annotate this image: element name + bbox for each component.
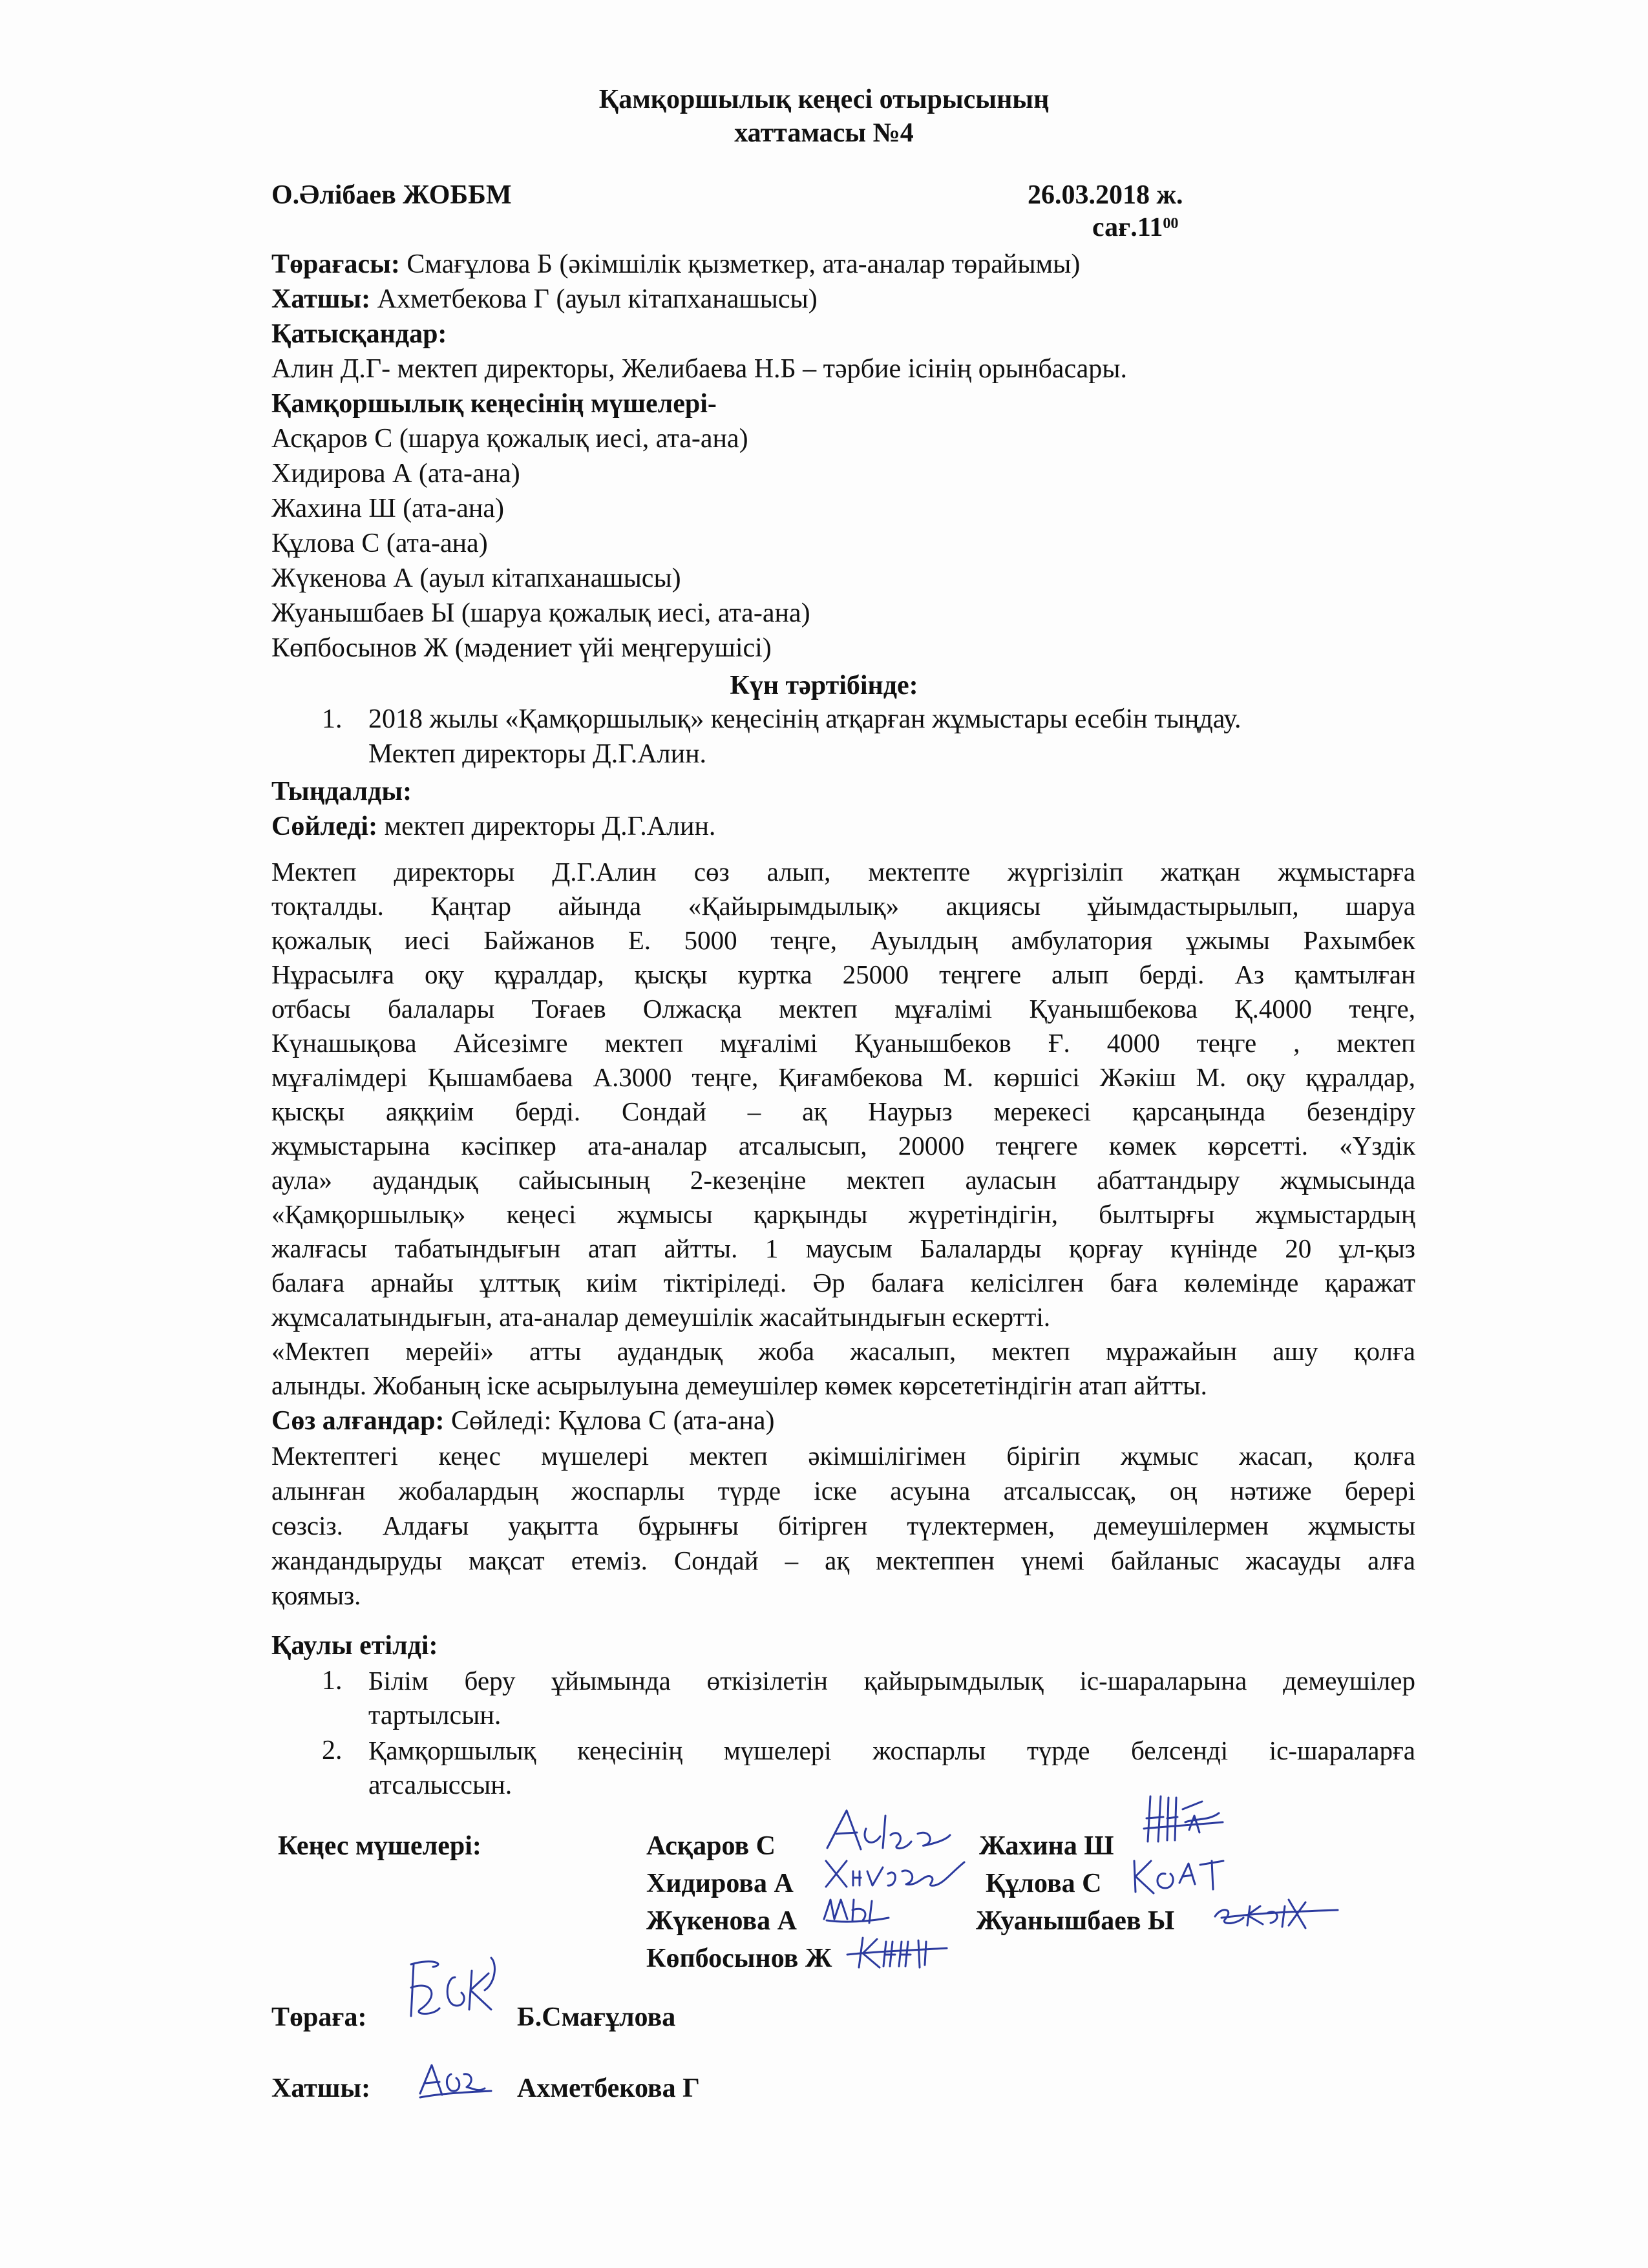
- secretary-sign-label: Хатшы:: [271, 2074, 371, 2103]
- speakers-text-line: қоямыз.: [271, 1580, 361, 1610]
- document-subtitle: хаттамасы №4: [734, 118, 914, 148]
- speech-line: отбасы балалары Тоғаев Олжасқа мектеп мұғалімі Қуанышбекова Қ.4000 теңге,: [271, 994, 1415, 1024]
- resolution-item-text: Қамқоршылық кеңесінің мүшелері жоспарлы түрде белсенді іс-шараларға: [368, 1736, 1415, 1765]
- signatory-name: Асқаров С: [646, 1831, 776, 1861]
- speakers-text-line: Мектептегі кеңес мүшелері мектеп әкімшілігімен бірігіп жұмыс жасап, қолға: [271, 1441, 1415, 1471]
- speech-line: қожалық иесі Байжанов Е. 5000 теңге, Ауылдың амбулатория ұжымы Рахымбек: [271, 925, 1415, 955]
- attendees-value: Алин Д.Г- мектеп директоры, Желибаева Н.Б – тәрбие ісінің орынбасары.: [271, 354, 1127, 384]
- agenda-item-text: 2018 жылы «Қамқоршылық» кеңесінің атқарған жұмыстары есебін тыңдау.: [368, 704, 1241, 734]
- resolution-item-text: тартылсын.: [368, 1701, 502, 1730]
- speech-line: Нұрасылға оқу құралдар, қысқы куртка 25000 теңгеге алып берді. Аз қамтылған: [271, 960, 1415, 989]
- member-item: Хидирова А (ата-ана): [271, 459, 520, 488]
- member-item: Жуанышбаев Ы (шаруа қожалық иесі, ата-ана): [271, 598, 810, 628]
- speakers-line: Сөз алғандар: Сөйледі: Құлова С (ата-ана): [271, 1406, 775, 1436]
- secretary-sign-name: Ахметбекова Г: [517, 2074, 700, 2103]
- signatory-name: Жүкенова А: [646, 1906, 797, 1936]
- signature-chair: [394, 1945, 511, 2029]
- signatory-name: Жахина Ш: [979, 1831, 1114, 1861]
- speech-line: Мектеп директоры Д.Г.Алин сөз алып, мектепте жүргізіліп жатқан жұмыстарға: [271, 857, 1415, 887]
- signatory-name: Жуанышбаев Ы: [976, 1906, 1175, 1936]
- speech-line: Күнашықова Айсезімге мектеп мұғалімі Қуанышбеков Ғ. 4000 теңге , мектеп: [271, 1028, 1415, 1058]
- speech-line: жұмыстарына кәсіпкер ата-аналар атсалысып, 20000 теңгеге көмек көрсетті. «Үздік: [271, 1131, 1415, 1160]
- speech-line: тоқталды. Қаңтар айында «Қайырымдылық» акциясы ұйымдастырылып, шаруа: [271, 891, 1415, 921]
- speech-line: жалғасы табатындығын атап айтты. 1 маусым Балаларды қорғау күнінде 20 ұл-қыз: [271, 1234, 1415, 1263]
- speech-line: мұғалімдері Қышамбаева А.3000 теңге, Қиғамбекова М. көршісі Жәкіш М. оқу құралдар,: [271, 1062, 1415, 1092]
- signatory-name: Көпбосынов Ж: [646, 1944, 832, 1973]
- resolution-item-number: 1.: [322, 1666, 343, 1696]
- speech-line: жұмсалатындығын, ата-аналар демеушілік жасайтындығын ескертті.: [271, 1302, 1051, 1332]
- speakers-text-line: жандандыруды мақсат етеміз. Сондай – ақ мектеппен үнемі байланыс жасауды алға: [271, 1546, 1415, 1575]
- speech-line: қысқы аяққиім берді. Сондай – ақ Наурыз мерекесі қарсаңында безендіру: [271, 1097, 1415, 1126]
- agenda-item-text: Мектеп директоры Д.Г.Алин.: [368, 739, 707, 769]
- chair-line: Төрағасы: Смағұлова Б (әкімшілік қызметкер, ата-аналар төрайымы): [271, 249, 1081, 279]
- speech-line: аула» аудандық сайысының 2-кезеңіне мектеп ауласын абаттандыру жұмысында: [271, 1165, 1415, 1195]
- member-item: Көпбосынов Ж (мәдениет үйі меңгерушісі): [271, 633, 772, 663]
- agenda-title: Күн тәртібінде:: [730, 671, 918, 700]
- speech-line: балаға арнайы ұлттық киім тіктіріледі. Әр балаға келісілген баға көлемінде қаражат: [271, 1268, 1415, 1297]
- resolution-item-text: атсалыссын.: [368, 1770, 512, 1800]
- chair-sign-name: Б.Смағұлова: [517, 2002, 676, 2032]
- secretary-line: Хатшы: Ахметбекова Г (ауыл кітапханашысы): [271, 284, 818, 314]
- speakers-text-line: алынған жобалардың жоспарлы түрде іске асуына атсалыссақ, оң нәтиже берері: [271, 1476, 1415, 1506]
- document-title: Қамқоршылық кеңесі отырысының: [598, 85, 1050, 114]
- members-label: Қамқоршылық кеңесінің мүшелері-: [271, 389, 717, 419]
- signature-zhukenova: [818, 1887, 895, 1932]
- chair-sign-label: Төраға:: [271, 2002, 367, 2032]
- signatory-name: Хидирова А: [646, 1869, 794, 1898]
- speakers-text-line: сөзсіз. Алдағы уақытта бұрынғы бітірген түлектермен, демеушілермен жұмысты: [271, 1511, 1415, 1540]
- meeting-time: $сағ.11^{00}$: [1092, 213, 1179, 242]
- resolution-label: Қаулы етілді:: [271, 1631, 438, 1661]
- speech-line: «Мектеп мерейі» атты аудандық жоба жасалып, мектеп мұражайын ашу қолға: [271, 1336, 1415, 1366]
- meeting-date: 26.03.2018 ж.: [1028, 180, 1183, 210]
- council-members-label: Кеңес мүшелері:: [278, 1831, 481, 1861]
- member-item: Құлова С (ата-ана): [271, 529, 488, 558]
- agenda-item-number: 1.: [322, 704, 343, 734]
- member-item: Асқаров С (шаруа қожалық иесі, ата-ана): [271, 424, 748, 454]
- speech-line: «Қамқоршылық» кеңесі жұмысы қарқынды жүретіндігін, былтырғы жұмыстардың: [271, 1199, 1415, 1229]
- signatory-name: Құлова С: [986, 1869, 1102, 1898]
- attendees-label: Қатысқандар:: [271, 319, 447, 349]
- speech-line: алынды. Жобаның іске асырылуына демеушілер көмек көрсететіндігін атап айтты.: [271, 1370, 1207, 1400]
- signature-secretary: [414, 2055, 498, 2106]
- member-item: Жүкенова А (ауыл кітапханашысы): [271, 563, 681, 593]
- signature-zhuanyshbaev: [1209, 1887, 1344, 1938]
- school-name: О.Әлібаев ЖОББМ: [271, 180, 512, 210]
- resolution-item-number: 2.: [322, 1736, 343, 1765]
- resolution-item-text: Білім беру ұйымында өткізілетін қайырымдылық іс-шараларына демеушілер: [368, 1666, 1415, 1696]
- signature-kopbosynov: [843, 1929, 953, 1974]
- spoke-line: Сөйледі: мектеп директоры Д.Г.Алин.: [271, 812, 716, 841]
- member-item: Жахина Ш (ата-ана): [271, 494, 504, 523]
- heard-label: Тыңдалды:: [271, 777, 412, 806]
